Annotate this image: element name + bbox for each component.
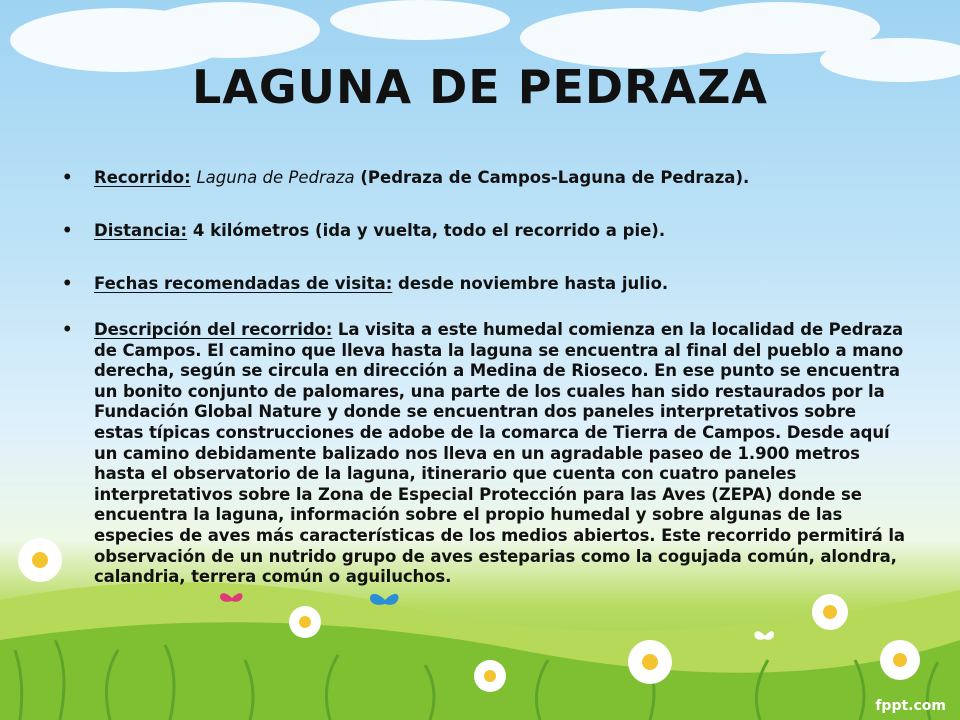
description-text: La visita a este humedal comienza en la localidad de Pedraza de Campos. El camino que lleva hasta la laguna se encuentra al final del pueblo a mano derecha, según se circula en dirección a Medina de Rioseco. En ese punto se encuentra un bonito conjunto de palomares, una parte de los cuales han sido restaurados por la Fundación Global Nature y donde se encuentran dos paneles interpretativos sobre estas típicas construcciones de adobe de la comarca de Tierra de Campos. Desde aquí un camino debidamente balizado nos lleva en un agradable paseo de 1.900 metros hasta el observatorio de la laguna, itinerario que cuenta con cuatro paneles interpretativos sobre la Zona de Especial Protección para las Aves (ZEPA) donde se encuentra la laguna, información sobre el propio humedal y sobre algunas de las especies de aves más características de los medios abiertos. Este recorrido permitirá la observación de un nutrido grupo de aves esteparias como la cogujada común, alondra, calandria, terrera común o aguiluchos. bbox=[94, 320, 905, 587]
route-label: Recorrido: bbox=[94, 168, 191, 187]
route-place: Laguna de Pedraza bbox=[196, 168, 355, 187]
distance-label: Distancia: bbox=[94, 221, 188, 240]
list-item-route bbox=[62, 168, 907, 187]
bullet-marker: • bbox=[62, 320, 73, 339]
bullet-list bbox=[62, 168, 907, 588]
butterfly-icon bbox=[370, 594, 399, 605]
dates-text: desde noviembre hasta julio. bbox=[392, 274, 669, 293]
description-label: Descripción del recorrido: bbox=[94, 320, 333, 339]
list-item-description bbox=[62, 320, 907, 588]
route-text: (Pedraza de Campos-Laguna de Pedraza). bbox=[354, 168, 750, 187]
list-item-dates bbox=[62, 274, 907, 293]
bullet-marker: • bbox=[62, 168, 73, 187]
slide-title: LAGUNA DE PEDRAZA bbox=[191, 60, 769, 114]
dates-label: Fechas recomendadas de visita: bbox=[94, 274, 393, 293]
bullet-marker: • bbox=[62, 221, 73, 240]
bullet-marker: • bbox=[62, 274, 73, 293]
distance-text: 4 kilómetros (ida y vuelta, todo el recorrido a pie). bbox=[187, 221, 666, 240]
list-item-distance bbox=[62, 221, 907, 240]
watermark: fppt.com bbox=[875, 698, 946, 714]
